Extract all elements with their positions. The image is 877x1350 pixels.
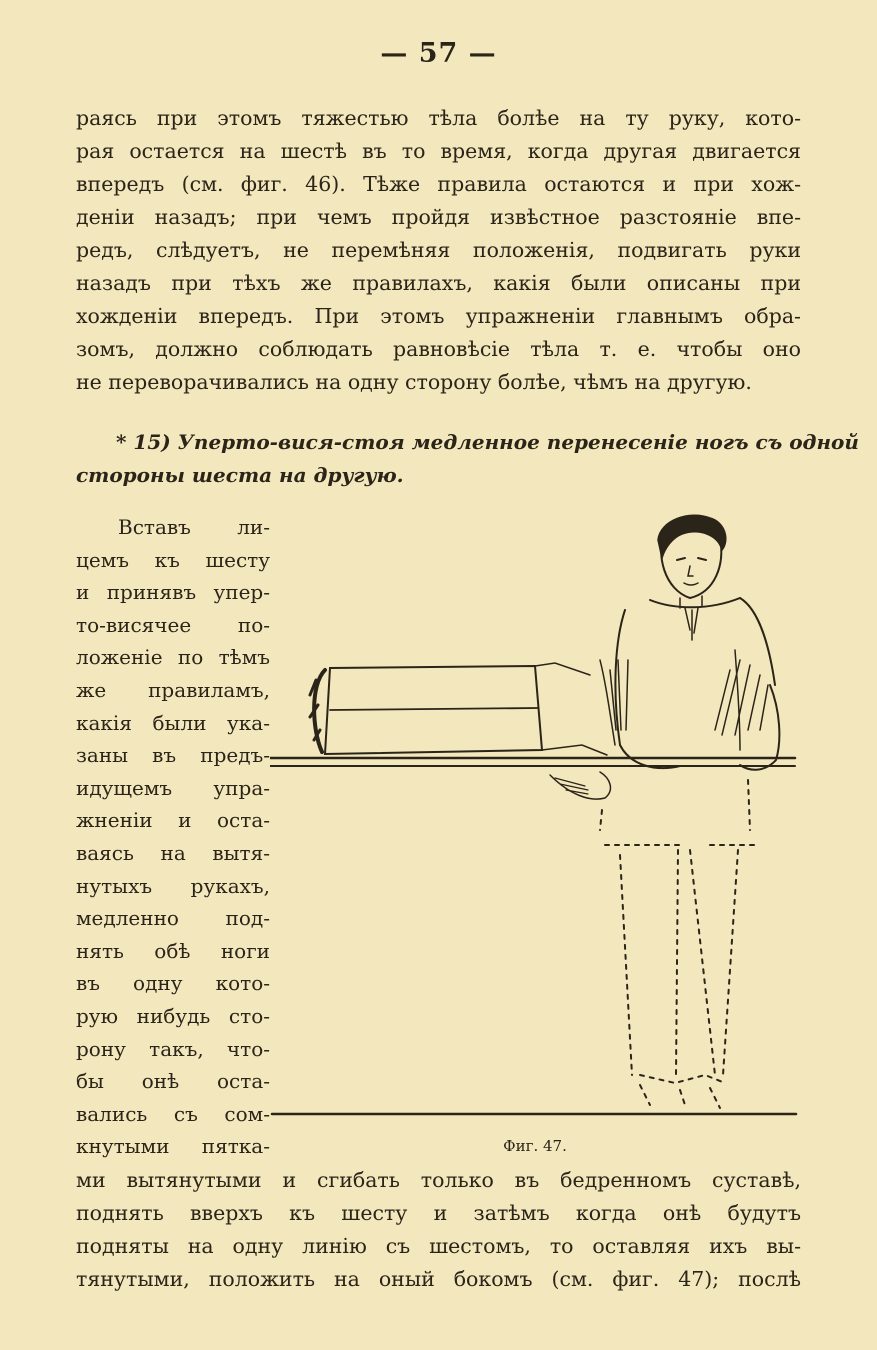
top-paragraph [76, 102, 801, 399]
text-line: заны въ предъ- [76, 743, 270, 768]
text-line: ваясь на вытя- [76, 840, 270, 865]
text-line: цемъ къ шесту [76, 547, 270, 572]
text-line: кнутыми пятка- [76, 1134, 270, 1159]
text-line: же правиламъ, [76, 677, 270, 702]
dashed-legs [600, 780, 755, 1108]
page-number: — 57 — [380, 38, 497, 69]
text-line: Вставъ ли- [118, 515, 270, 539]
text-line: нутыхъ рукахъ, [76, 873, 270, 898]
figure-47 [270, 510, 800, 1160]
text-line: раясь при этомъ тяжестью тѣла болѣе на ту руку, кото- [76, 106, 801, 130]
text-line: нять обѣ ноги [76, 938, 270, 963]
exercise-heading [76, 426, 859, 492]
text-line: не переворачивались на одну сторону болѣе, чѣмъ на другую. [76, 370, 752, 394]
text-line: назадъ при тѣхъ же правилахъ, какія были описаны при [76, 271, 801, 295]
text-line: рую нибудь сто- [76, 1003, 270, 1028]
side-column-text [76, 511, 270, 1163]
text-line: медленно под- [76, 906, 270, 931]
heading-line: * 15) Уперто-вися-стоя медленное перенесеніе ногъ съ одной [116, 430, 859, 454]
text-line: бы онѣ оста- [76, 1069, 270, 1094]
figure-illustration [270, 510, 800, 1130]
text-line: ложеніе по тѣмъ [76, 645, 270, 670]
text-line: хожденіи впередъ. При этомъ упражненіи главнымъ обра- [76, 304, 801, 328]
collar [650, 598, 740, 607]
text-line: какія были ука- [76, 710, 270, 735]
text-line: поднять вверхъ къ шесту и затѣмъ когда онѣ будутъ [76, 1201, 801, 1225]
text-line: идущемъ упра- [76, 775, 270, 800]
torso-right [740, 598, 775, 685]
heading-line: стороны шеста на другую. [76, 463, 404, 487]
text-line: жненіи и оста- [76, 808, 270, 833]
text-line: въ одну кото- [76, 971, 270, 996]
head [658, 515, 726, 608]
bottom-paragraph [76, 1164, 801, 1296]
text-line: тянутыми, положить на оный бокомъ (см. фиг. 47); послѣ [76, 1267, 801, 1291]
text-line: подняты на одну линію съ шестомъ, то оставляя ихъ вы- [76, 1234, 801, 1258]
text-line: и принявъ упер- [76, 580, 270, 605]
text-line: редъ, слѣдуетъ, не перемѣняя положенія, подвигать руки [76, 238, 801, 262]
text-line: рону такъ, что- [76, 1036, 270, 1061]
figure-caption: Фиг. 47. [503, 1137, 567, 1155]
text-line: впередъ (см. фиг. 46). Тѣже правила остаются и при хож- [76, 172, 801, 196]
text-line: деніи назадъ; при чемъ пройдя извѣстное разстояніе впе- [76, 205, 801, 229]
text-line: зомъ, должно соблюдать равновѣсіе тѣла т. е. чтобы оно [76, 337, 801, 361]
text-line: ми вытянутыми и сгибать только въ бедренномъ суставѣ, [76, 1168, 801, 1192]
text-line: то-висячее по- [76, 612, 270, 637]
text-line: рая остается на шестѣ въ то время, когда другая двигается [76, 139, 801, 163]
text-line: вались съ сом- [76, 1101, 270, 1126]
